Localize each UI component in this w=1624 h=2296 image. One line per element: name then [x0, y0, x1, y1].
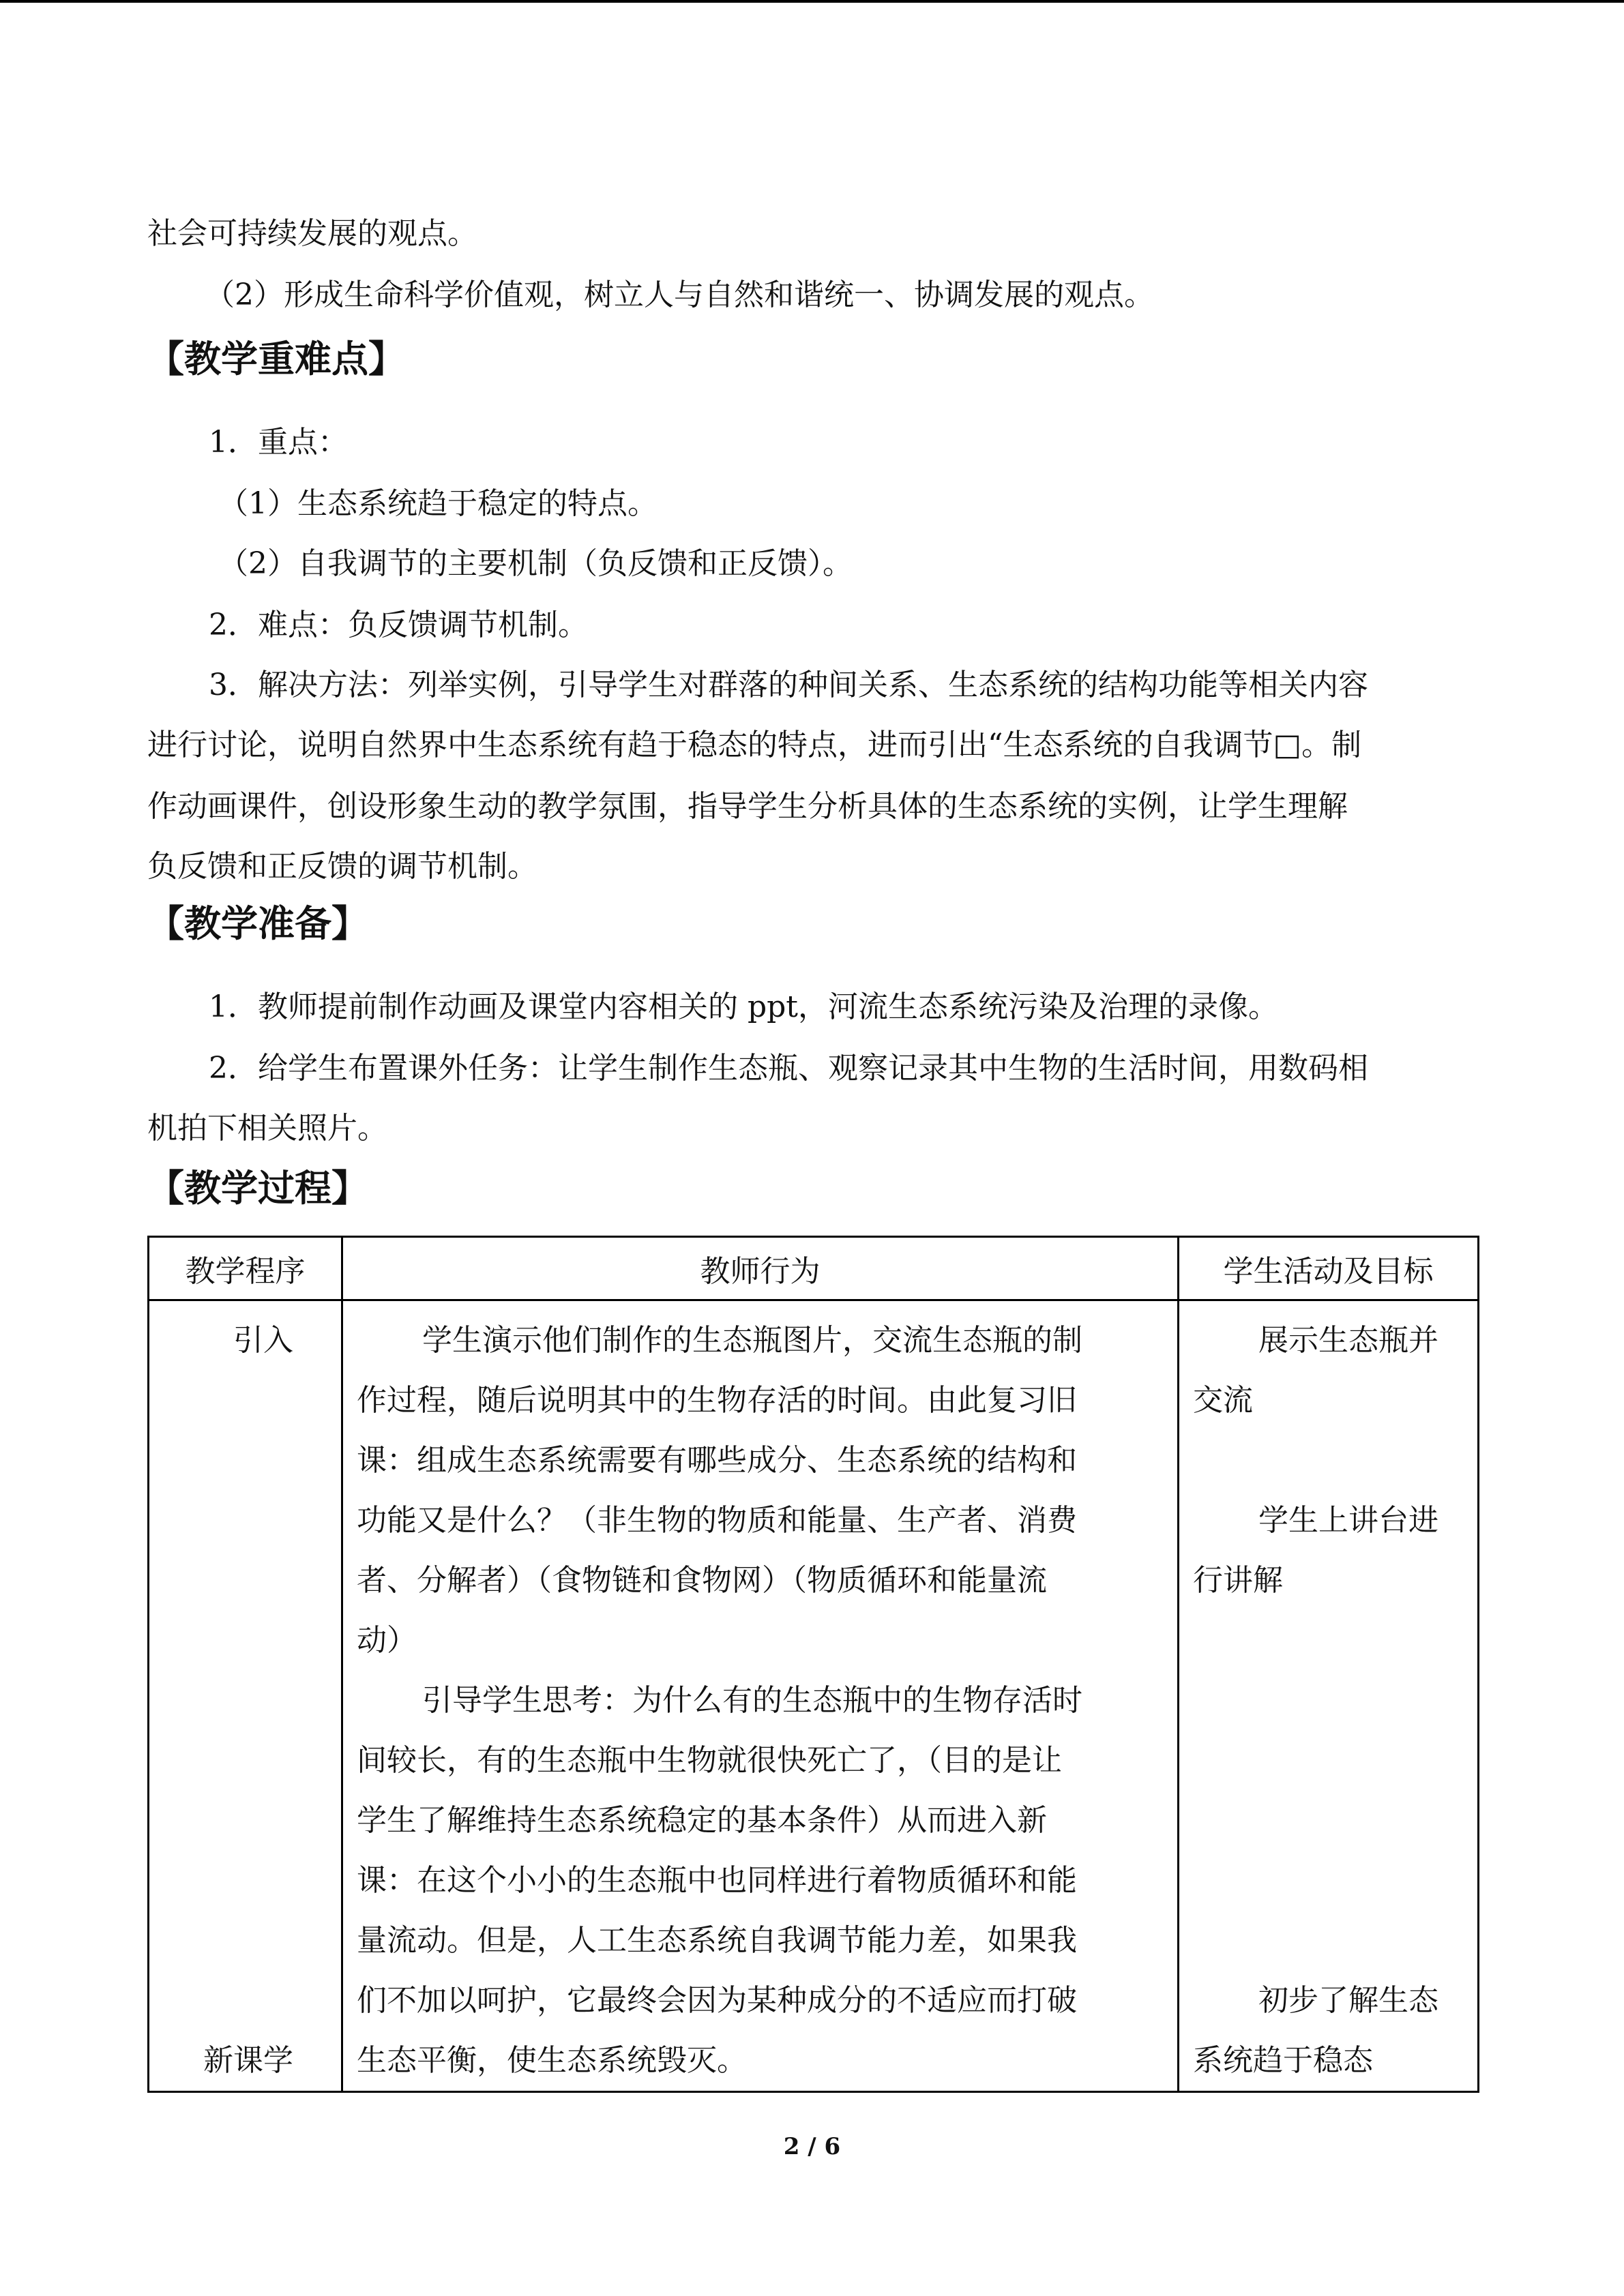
- top-border: [0, 0, 1624, 3]
- procedure-label: [149, 1791, 341, 1851]
- intro-line-1: 社会可持续发展的观点。: [147, 216, 477, 251]
- procedure-label: [149, 1491, 341, 1551]
- student-line: 行讲解: [1193, 1563, 1283, 1598]
- student-line: 交流: [1193, 1383, 1253, 1418]
- teacher-line: 动）: [357, 1623, 417, 1658]
- preparation-heading: 【教学准备】: [147, 902, 368, 945]
- student-line: [1179, 1791, 1477, 1851]
- student-line: [1179, 1431, 1477, 1491]
- teacher-line: 量流动。但是，人工生态系统自我调节能力差，如果我: [357, 1923, 1077, 1958]
- procedure-cell: [149, 1300, 342, 2092]
- student-activity-cell: [1179, 1300, 1479, 2092]
- page-number: 2 / 6: [783, 2133, 841, 2160]
- process-heading: 【教学过程】: [147, 1167, 368, 1210]
- procedure-label: [149, 1611, 341, 1671]
- teacher-line: 学生了解维持生态系统稳定的基本条件）从而进入新: [357, 1803, 1047, 1838]
- teacher-line: 引导学生思考：为什么有的生态瓶中的生物存活时: [422, 1683, 1082, 1718]
- key-point-line: （1）生态系统趋于稳定的特点。: [218, 486, 658, 521]
- procedure-label: [149, 1551, 341, 1611]
- student-line: [1179, 1611, 1477, 1671]
- teacher-line: 者、分解者）（食物链和食物网）（物质循环和能量流: [357, 1563, 1047, 1598]
- teacher-line: 们不加以呵护，它最终会因为某种成分的不适应而打破: [357, 1983, 1077, 2018]
- student-line: 系统趋于稳态: [1193, 2043, 1373, 2078]
- header-student-activity: 学生活动及目标: [1179, 1237, 1479, 1300]
- teacher-line: 作过程，随后说明其中的生物存活的时间。由此复习旧: [357, 1383, 1077, 1418]
- teacher-line: 课：组成生态系统需要有哪些成分、生态系统的结构和: [357, 1443, 1077, 1478]
- student-line: 学生上讲台进: [1258, 1503, 1438, 1538]
- header-procedure: 教学程序: [149, 1237, 342, 1300]
- key-point-line: （2）自我调节的主要机制（负反馈和正反馈）。: [218, 546, 853, 581]
- procedure-label: [149, 1911, 341, 1971]
- key-point-line: 负反馈和正反馈的调节机制。: [147, 849, 537, 884]
- key-point-line: 进行讨论，说明自然界中生态系统有趋于稳态的特点，进而引出“生态系统的自我调节□。制: [147, 728, 1362, 762]
- table-row: [149, 1300, 1479, 2092]
- student-line: 展示生态瓶并: [1258, 1323, 1438, 1358]
- preparation-line: 机拍下相关照片。: [147, 1111, 387, 1146]
- key-point-line: 3．解决方法：列举实例，引导学生对群落的种间关系、生态系统的结构功能等相关内容: [209, 668, 1368, 702]
- table-header-row: [149, 1237, 1479, 1300]
- procedure-label: 引入: [233, 1323, 293, 1358]
- teacher-line: 学生演示他们制作的生态瓶图片，交流生态瓶的制: [422, 1323, 1082, 1358]
- header-teacher-behavior: 教师行为: [342, 1237, 1179, 1300]
- teacher-line: 间较长，有的生态瓶中生物就很快死亡了，（目的是让: [357, 1743, 1062, 1778]
- procedure-label: [149, 1671, 341, 1731]
- student-line: [1179, 1851, 1477, 1911]
- teaching-process-table: [147, 1236, 1479, 2093]
- student-line: 初步了解生态: [1258, 1983, 1438, 2018]
- procedure-label: [149, 1371, 341, 1431]
- student-line: [1179, 1671, 1477, 1731]
- procedure-label: [149, 1731, 341, 1791]
- key-point-line: 2．难点：负反馈调节机制。: [209, 608, 588, 642]
- student-line: [1179, 1731, 1477, 1791]
- intro-line-2: （2）形成生命科学价值观，树立人与自然和谐统一、协调发展的观点。: [205, 278, 1154, 312]
- key-points-heading: 【教学重难点】: [147, 338, 405, 381]
- teacher-line: 课：在这个小小的生态瓶中也同样进行着物质循环和能: [357, 1863, 1077, 1898]
- teacher-line: 生态平衡，使生态系统毁灭。: [357, 2043, 747, 2078]
- teacher-line: 功能又是什么？（非生物的物质和能量、生产者、消费: [357, 1503, 1077, 1538]
- preparation-line: 2．给学生布置课外任务：让学生制作生态瓶、观察记录其中生物的生活时间，用数码相: [209, 1051, 1368, 1086]
- procedure-label: 新课学: [203, 2043, 293, 2078]
- procedure-label: [149, 1431, 341, 1491]
- student-line: [1179, 1911, 1477, 1971]
- procedure-label: [149, 1851, 341, 1911]
- key-point-line: 1．重点：: [209, 425, 348, 460]
- preparation-line: 1．教师提前制作动画及课堂内容相关的 ppt，河流生态系统污染及治理的录像。: [209, 989, 1278, 1024]
- teacher-behavior-cell: [342, 1300, 1179, 2092]
- key-point-line: 作动画课件，创设形象生动的教学氛围，指导学生分析具体的生态系统的实例，让学生理解: [147, 789, 1348, 824]
